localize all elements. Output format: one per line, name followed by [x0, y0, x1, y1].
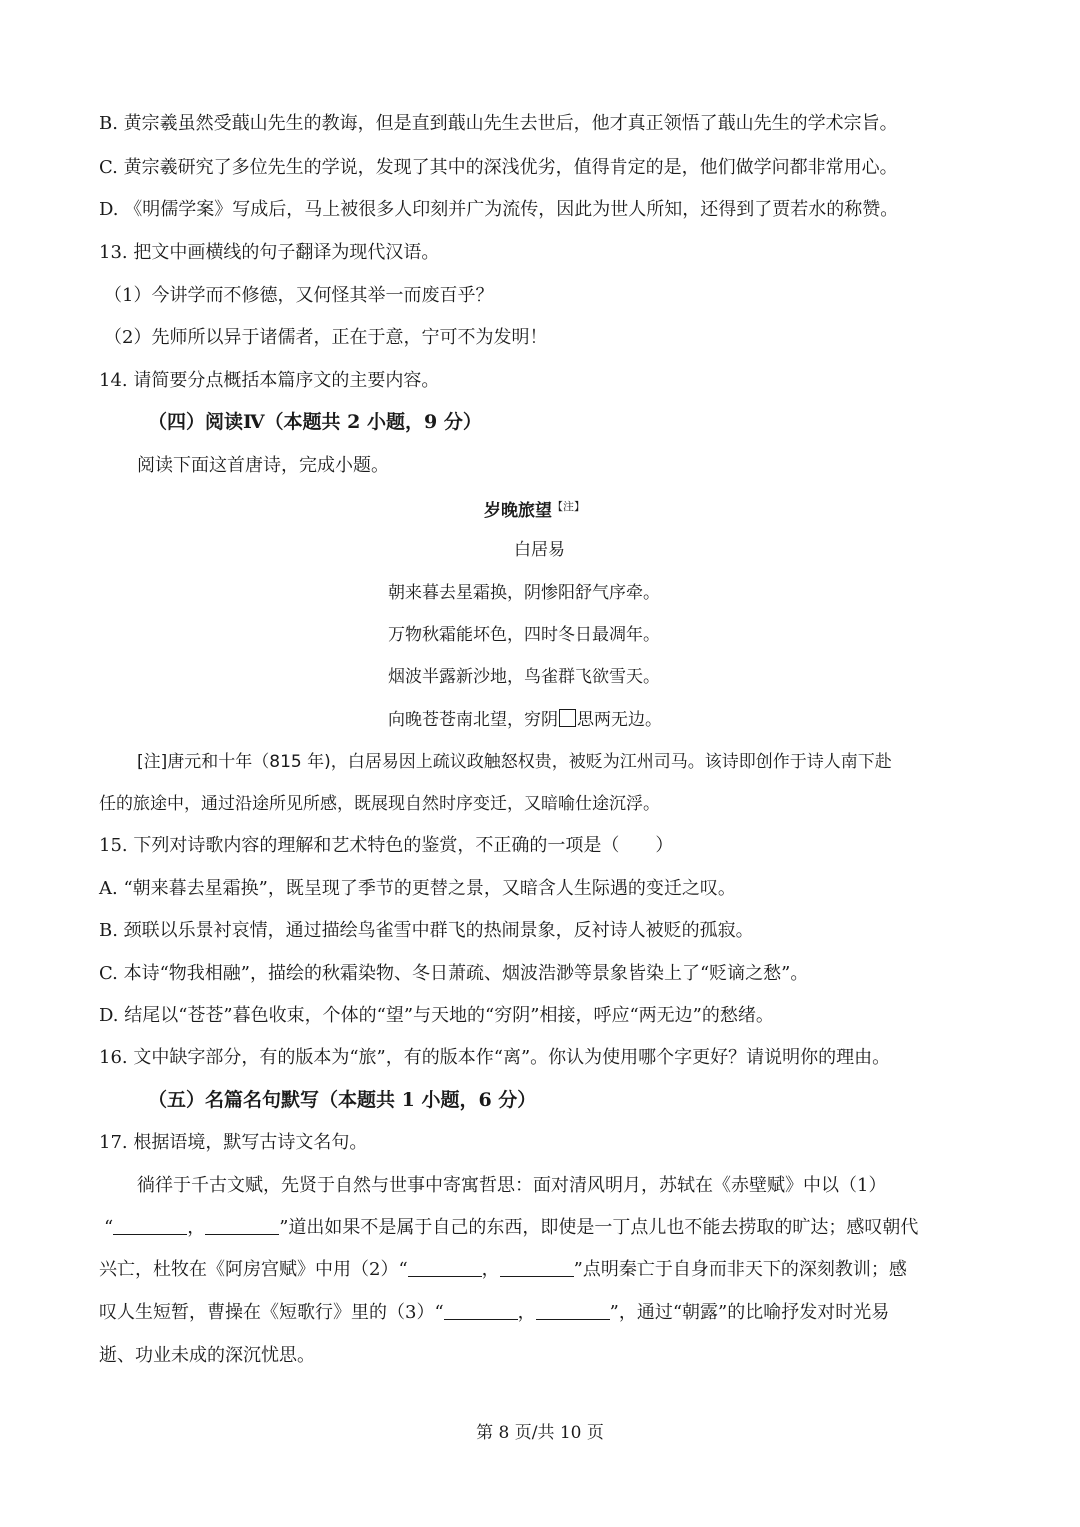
poem-title-text: 岁晚旅望 — [484, 501, 552, 521]
q17-line-4-comma: ， — [517, 1302, 536, 1323]
poem-line-4-end: 思两无边。 — [577, 710, 662, 730]
q17-line-2-comma: ， — [187, 1217, 206, 1238]
poem-line-4-start: 向晚苍苍南北望，穷阴 — [388, 710, 558, 730]
q17-line-3-rest: ”点明秦亡于自身而非天下的深刻教训；感 — [573, 1259, 907, 1280]
q17-line-4-rest: ”，通过“朝露”的比喻抒发对时光易 — [609, 1302, 890, 1323]
section-4-intro: 阅读下面这首唐诗，完成小题。 — [137, 455, 389, 476]
answer-blank[interactable] — [408, 1260, 482, 1277]
missing-character-box — [559, 709, 576, 727]
poem-note-line-2: 任的旅途中，通过沿途所见所感，既展现自然时序变迁，又暗喻仕途沉浮。 — [99, 794, 660, 814]
q17-line-2-rest: ”道出如果不是属于自己的东西，即使是一丁点儿也不能去捞取的旷达；感叹朝代 — [279, 1217, 919, 1238]
poem-author: 白居易 — [514, 540, 565, 560]
option-15-c: C. 本诗“物我相融”，描绘的秋霜染物、冬日萧疏、烟波浩渺等景象皆染上了“贬谪之愁”。 — [99, 963, 809, 984]
option-15-d: D. 结尾以“苍苍”暮色收束，个体的“望”与天地的“穷阴”相接，呼应“两无边”的愁绪。 — [99, 1005, 774, 1026]
section-5-heading: （五）名篇名句默写（本题共 1 小题，6 分） — [148, 1089, 537, 1111]
question-13-item-1: （1）今讲学而不修德，又何怪其举一而废百乎？ — [104, 285, 494, 306]
question-17-text-line-4 — [99, 1301, 889, 1325]
poem-title-note-mark: 【注】 — [552, 500, 585, 513]
answer-blank[interactable] — [113, 1218, 187, 1235]
answer-blank[interactable] — [444, 1303, 518, 1320]
question-15: 15. 下列对诗歌内容的理解和艺术特色的鉴赏，不正确的一项是（ ） — [99, 835, 674, 856]
question-17-text-line-2 — [104, 1216, 918, 1240]
question-17-text-line-1: 徜徉于千古文赋，先贤于自然与世事中寄寓哲思：面对清风明月，苏轼在《赤壁赋》中以（1） — [137, 1175, 887, 1196]
question-14: 14. 请简要分点概括本篇序文的主要内容。 — [99, 370, 440, 391]
question-17: 17. 根据语境，默写古诗文名句。 — [99, 1132, 368, 1153]
q17-line-3-comma: ， — [481, 1259, 500, 1280]
poem-line-3: 烟波半露新沙地，鸟雀群飞欲雪天。 — [388, 667, 660, 687]
option-12-b: B. 黄宗羲虽然受蕺山先生的教诲，但是直到蕺山先生去世后，他才真正领悟了蕺山先生的学术宗旨。 — [99, 113, 898, 134]
poem-line-4 — [388, 708, 662, 732]
question-13-item-2: （2）先师所以异于诸儒者，正在于意，宁可不为发明！ — [104, 327, 548, 348]
question-17-text-line-5: 逝、功业未成的深沉忧思。 — [99, 1345, 315, 1366]
option-15-a: A. “朝来暮去星霜换”，既呈现了季节的更替之景，又暗含人生际遇的变迁之叹。 — [99, 878, 736, 899]
answer-blank[interactable] — [536, 1303, 610, 1320]
q17-line-4-start: 叹人生短暂，曹操在《短歌行》里的（3）“ — [99, 1302, 444, 1323]
question-13: 13. 把文中画横线的句子翻译为现代汉语。 — [99, 242, 440, 263]
option-12-c: C. 黄宗羲研究了多位先生的学说，发现了其中的深浅优劣，值得肯定的是，他们做学问都非常用心。 — [99, 157, 898, 178]
poem-note-line-1: [注]唐元和十年（815 年)，白居易因上疏议政触怒权贵，被贬为江州司马。该诗即创作于诗人南下赴 — [137, 752, 892, 772]
poem-title — [484, 495, 585, 523]
poem-line-2: 万物秋霜能坏色，四时冬日最凋年。 — [388, 625, 660, 645]
page-footer: 第 8 页/共 10 页 — [476, 1423, 604, 1443]
question-17-text-line-3 — [99, 1258, 907, 1282]
q17-line-3-start: 兴亡，杜牧在《阿房宫赋》中用（2）“ — [99, 1259, 408, 1280]
q17-line-2-quote: “ — [104, 1217, 114, 1238]
poem-line-1: 朝来暮去星霜换，阴惨阳舒气序牵。 — [388, 583, 660, 603]
section-4-heading: （四）阅读Ⅳ（本题共 2 小题，9 分） — [148, 411, 482, 433]
option-15-b: B. 颈联以乐景衬哀情，通过描绘鸟雀雪中群飞的热闹景象，反衬诗人被贬的孤寂。 — [99, 920, 754, 941]
option-12-d: D. 《明儒学案》写成后，马上被很多人印刻并广为流传，因此为世人所知，还得到了贾若水的称赞。 — [99, 199, 899, 220]
answer-blank[interactable] — [500, 1260, 574, 1277]
answer-blank[interactable] — [205, 1218, 279, 1235]
question-16: 16. 文中缺字部分，有的版本为“旅”，有的版本作“离”。你认为使用哪个字更好？请说明你的理由。 — [99, 1047, 891, 1068]
